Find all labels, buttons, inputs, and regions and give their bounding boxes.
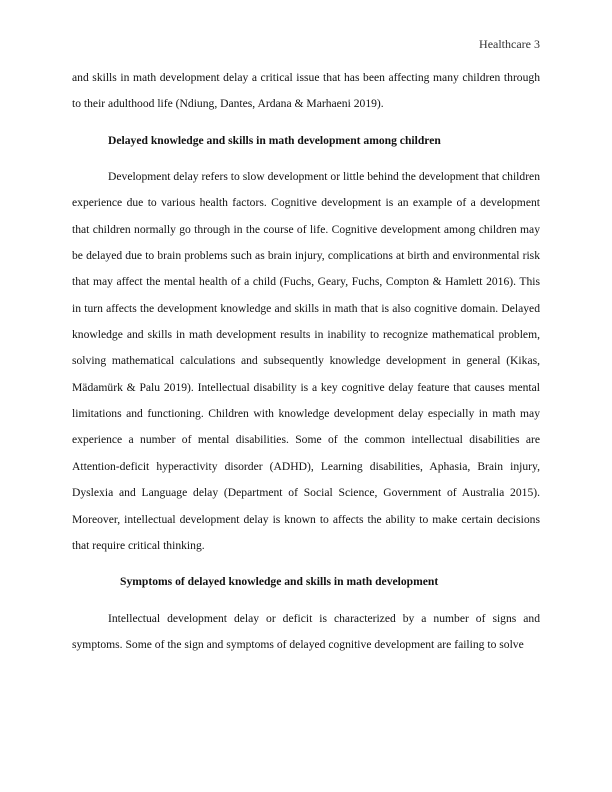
section-heading-symptoms: Symptoms of delayed knowledge and skills in math development xyxy=(120,575,439,589)
body-text xyxy=(72,65,540,658)
paragraph-symptoms: Intellectual development delay or deficit is characterized by a number of signs and symptoms. Some of the sign and symptoms of delayed cognitive development are failing to solve xyxy=(72,611,540,651)
paragraph-development-delay: Development delay refers to slow development or little behind the development that children experience due to various health factors. Cognitive development is an example of a development that children normally go through in the course of life. Cognitive development among children may be delayed due to brain problems such as brain injury, complications at birth and environmental risk that may affect the mental health of a child (Fuchs, Geary, Fuchs, Compton & Hamlett 2016). This in turn affects the development knowledge and skills in math that is also cognitive domain. Delayed knowledge and skills in math development results in inability to recognize mathematical problem, solving mathematical calculations and subsequently knowledge development in general (Kikas, Mädamürk & Palu 2019). Intellectual disability is a key cognitive delay feature that causes mental limitations and functioning. Children with knowledge development delay especially in math may experience a number of mental disabilities. Some of the common intellectual disabilities are Attention-deficit hyperactivity disorder (ADHD), Learning disabilities, Aphasia, Brain injury, Dyslexia and Language delay (Department of Social Science, Government of Australia 2015). Moreover, intellectual development delay is known to affects the ability to make certain decisions that require critical thinking. xyxy=(72,170,540,552)
continued-paragraph: and skills in math development delay a critical issue that has been affecting many children through to their adulthood life (Ndiung, Dantes, Ardana & Marhaeni 2019). xyxy=(72,71,540,111)
section-heading-delayed-knowledge: Delayed knowledge and skills in math development among children xyxy=(108,133,441,147)
running-head: Healthcare 3 xyxy=(479,37,540,51)
